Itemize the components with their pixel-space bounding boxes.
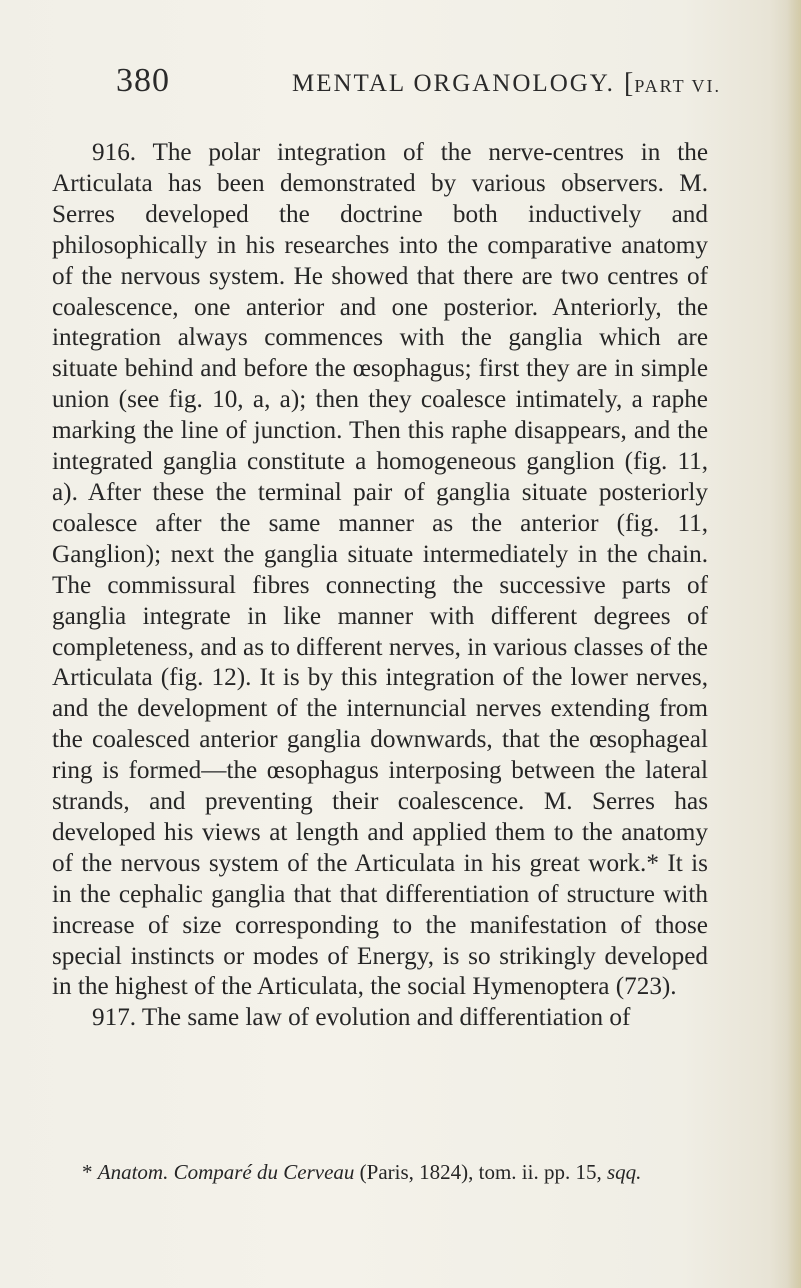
- footnote: [52, 1160, 708, 1185]
- main-text: [52, 138, 708, 1034]
- part-bracket: [: [624, 68, 635, 99]
- running-header: [52, 62, 776, 110]
- page-number: 380: [116, 62, 170, 99]
- footnote-sqq: sqq.: [606, 1160, 642, 1184]
- part-label-text: PART VI.: [634, 76, 721, 96]
- paragraph-917: 917. The same law of evolution and differentiation of: [92, 1004, 631, 1032]
- paragraph-916: 916. The polar integration of the nerve-centres in the Articulata has been demonstrated by various observers. M. Serres developed the doctrine both inductively and philosophically in his researches into the comparative anatomy of the nervous system. He showed that there are two centres of coalescence, one anterior and one posterior. Anteriorly, the integration always commences with the ganglia which are situate behind and before the œsophagus; first they are in simple union (see fig. 10, a, a); then they coalesce intimately, a raphe marking the line of junction. Then this raphe disappears, and the integrated ganglia constitute a homogeneous ganglion (fig. 11, a). After these the terminal pair of ganglia situate posteriorly coalesce after the same manner as the anterior (fig. 11, Ganglion); next the ganglia situate intermediately in the chain. The commissural fibres connecting the successive parts of ganglia integrate in like manner with different degrees of completeness, and as to different nerves, in various classes of the Articulata (fig. 12). It is by this integration of the lower nerves, and the development of the internuncial nerves extending from the coalesced anterior ganglia downwards, that the œsophageal ring is formed—the œsophagus interposing between the lateral strands, and preventing their coalescence. M. Serres has developed his views at length and applied them to the anatomy of the nervous system of the Articulata in his great work.* It is in the cephalic ganglia that that differentiation of structure with increase of size corresponding to the manifestation of those special instincts or modes of Energy, is so strikingly developed in the highest of the Articulata, the social Hymenoptera (723).: [52, 139, 708, 1001]
- running-title: MENTAL ORGANOLOGY.: [292, 70, 615, 97]
- footnote-title: Anatom. Comparé du Cerveau: [97, 1160, 355, 1184]
- footnote-marker: *: [82, 1160, 98, 1184]
- part-label: [624, 68, 721, 100]
- page-edge-shadow: [787, 0, 801, 1288]
- footnote-details: (Paris, 1824), tom. ii. pp. 15,: [354, 1160, 607, 1184]
